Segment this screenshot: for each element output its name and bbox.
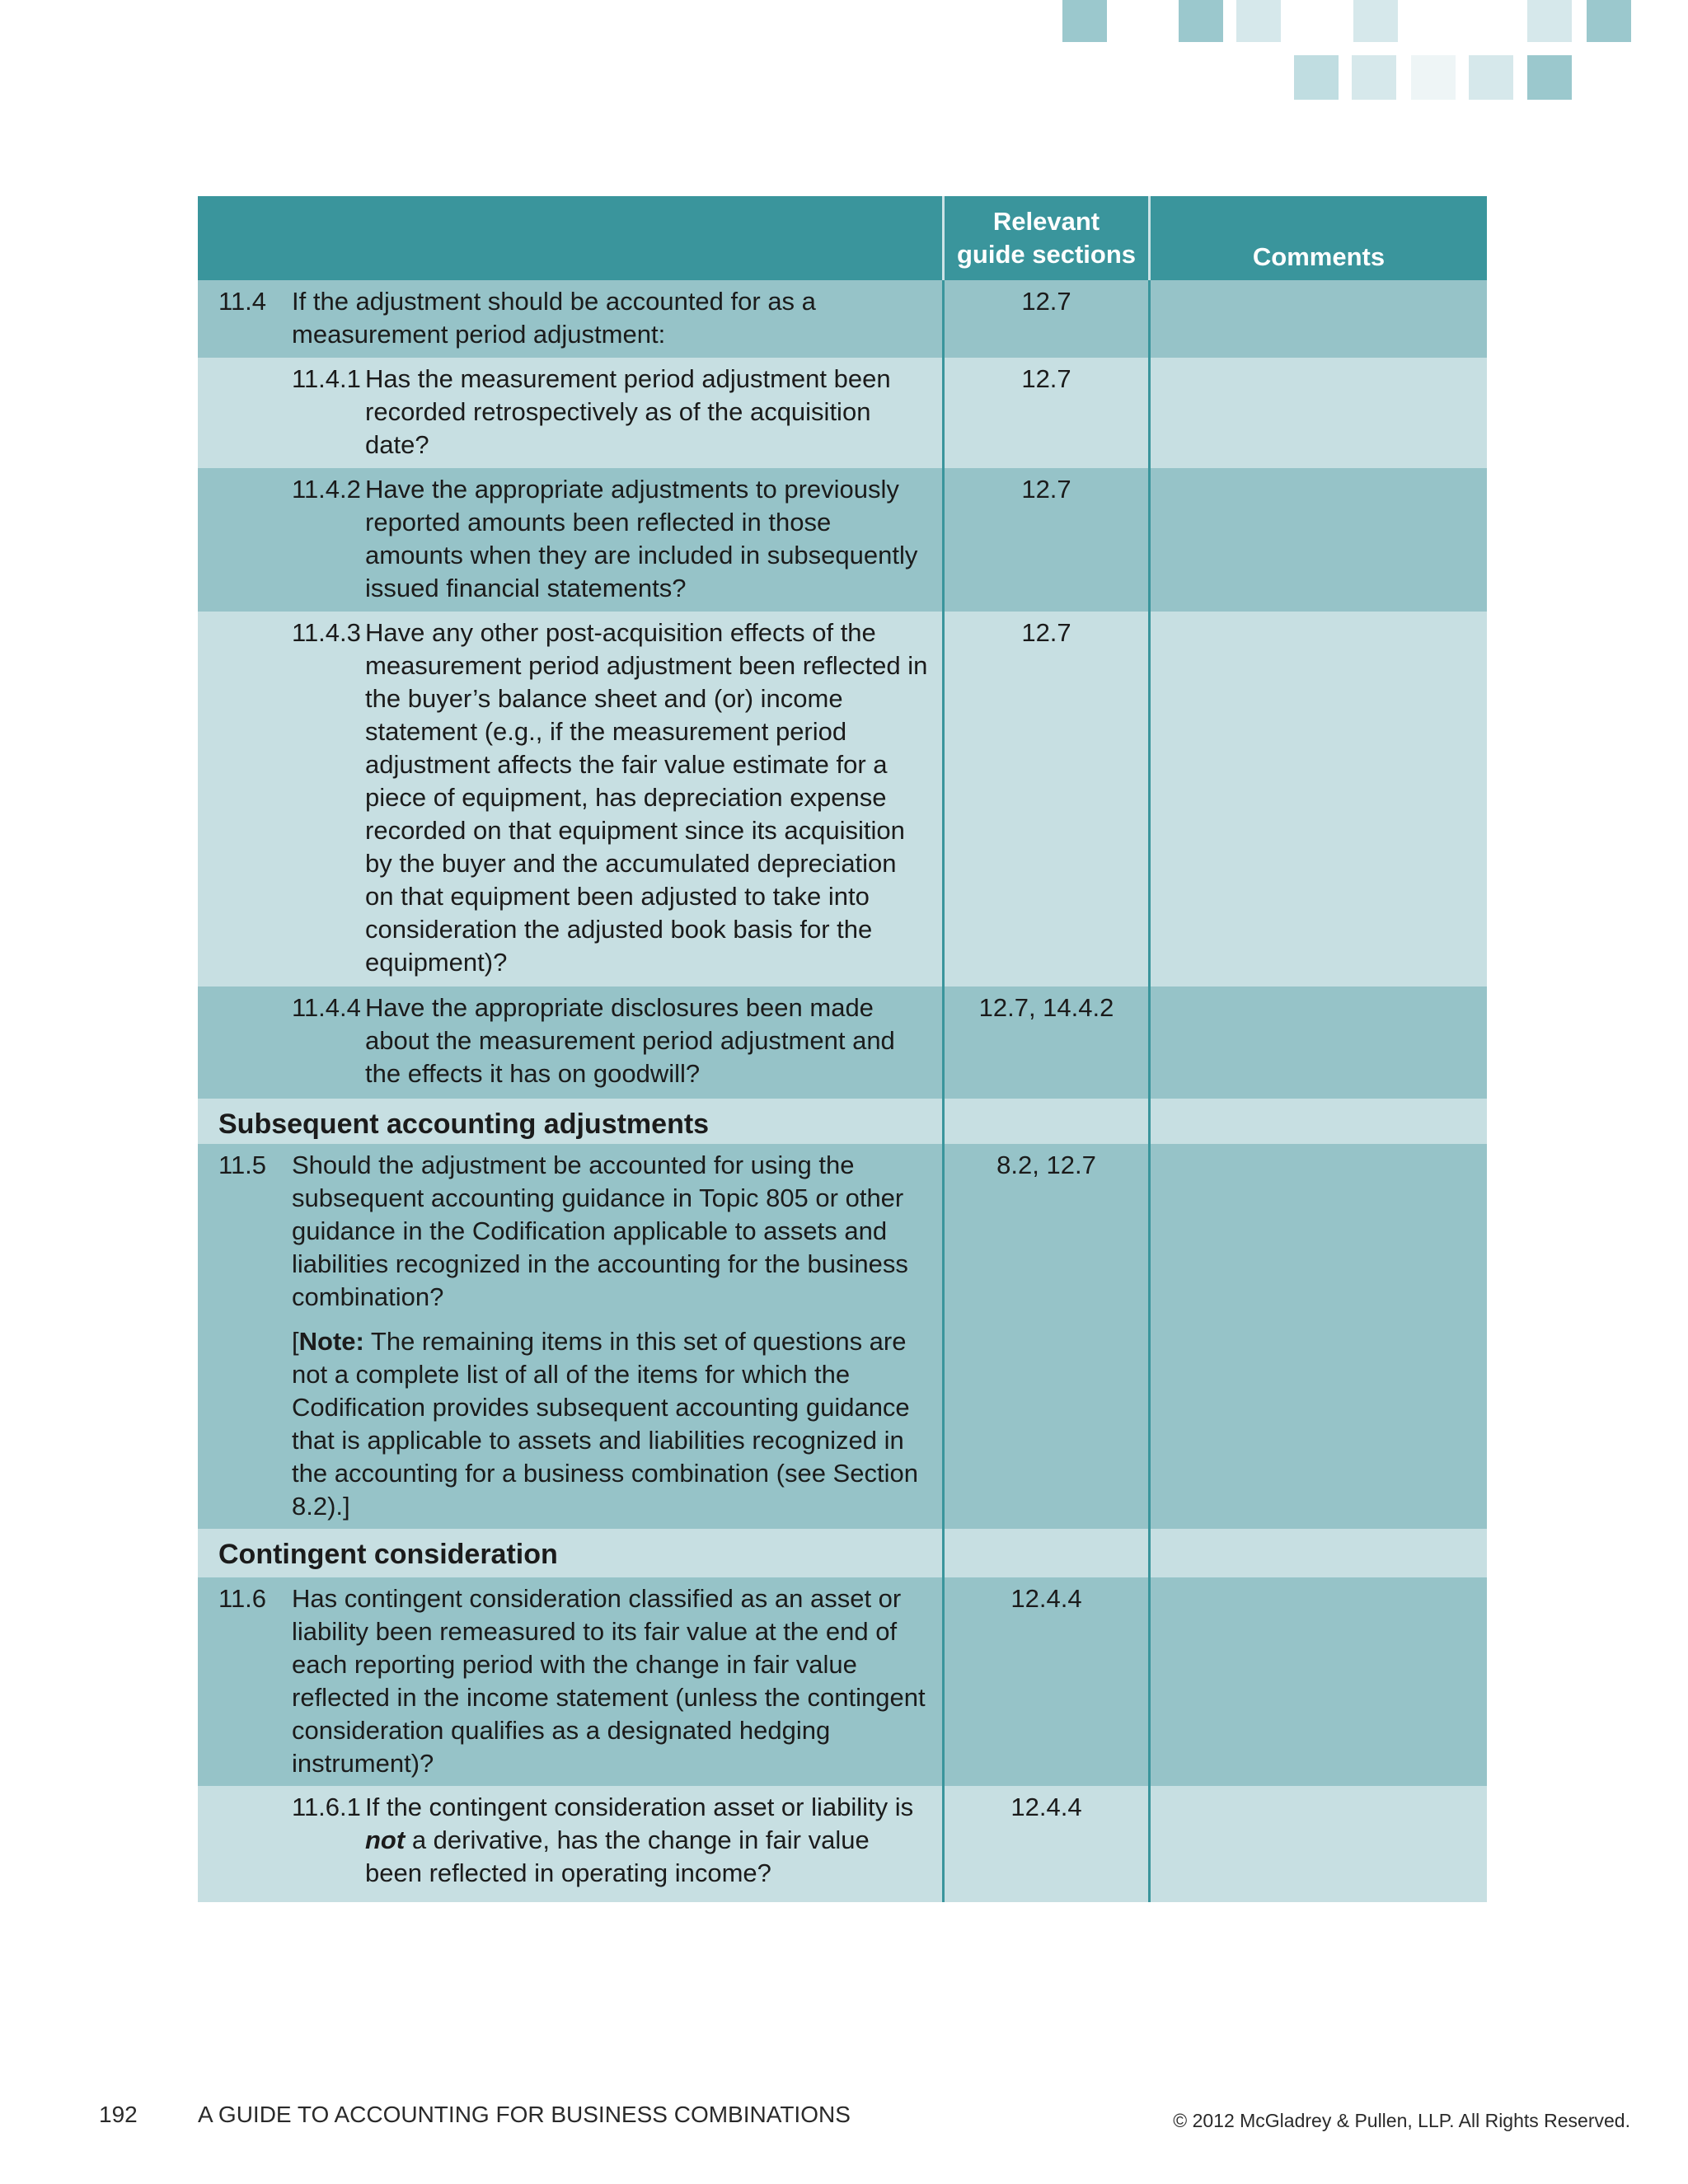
item-number: 11.4.2 bbox=[292, 475, 361, 504]
note-paragraph bbox=[218, 1325, 929, 1523]
header-sections-line2: guide sections bbox=[956, 240, 1137, 269]
table-row bbox=[198, 1786, 1487, 1902]
header-question-col bbox=[198, 196, 942, 280]
item-number: 11.4.3 bbox=[292, 618, 361, 647]
section-row bbox=[198, 1529, 1487, 1577]
comments-cell bbox=[1151, 358, 1487, 468]
relevant-sections: 12.7, 14.4.2 bbox=[942, 987, 1151, 1099]
section-title: Contingent consideration bbox=[218, 1539, 558, 1570]
relevant-sections: 8.2, 12.7 bbox=[942, 1144, 1151, 1529]
table-row bbox=[198, 468, 1487, 612]
table-row bbox=[198, 1144, 1487, 1529]
item-number: 11.4.1 bbox=[292, 364, 361, 393]
item-text: If the adjustment should be accounted for as a measurement period adjustment: bbox=[292, 287, 816, 349]
comments-cell bbox=[1151, 1786, 1487, 1902]
header-sections-line1: Relevant bbox=[992, 207, 1100, 236]
item-text: Have the appropriate adjustments to previously reported amounts been reflected in those amounts when they are included in subsequently issued financial statements? bbox=[365, 475, 918, 602]
comments-cell bbox=[1151, 280, 1487, 358]
item-text: Have the appropriate disclosures been made about the measurement period adjustment and the effects it has on goodwill? bbox=[365, 993, 895, 1088]
item-text: Have any other post-acquisition effects of the measurement period adjustment been reflected in the buyer’s balance sheet and (or) income statement (e.g., if the measurement period adjustment affects the fair value estimate for a piece of equipment, has depreciation expense recorded on that equipment since its acquisition by the buyer and the accumulated depreciation on that equipment been adjusted to take into consideration the adjusted book basis for the equipment)? bbox=[365, 618, 928, 977]
header-comments: Comments bbox=[1252, 242, 1386, 271]
section-title: Subsequent accounting adjustments bbox=[218, 1108, 710, 1140]
comments-cell bbox=[1151, 612, 1487, 987]
table-header bbox=[198, 196, 1487, 280]
book-title: A GUIDE TO ACCOUNTING FOR BUSINESS COMBINATIONS bbox=[198, 2102, 851, 2127]
relevant-sections: 12.4.4 bbox=[942, 1786, 1151, 1902]
comments-cell bbox=[1151, 468, 1487, 612]
comments-cell bbox=[1151, 1099, 1487, 1144]
comments-cell bbox=[1151, 1144, 1487, 1529]
relevant-sections: 12.4.4 bbox=[942, 1577, 1151, 1786]
item-text: Has the measurement period adjustment been recorded retrospectively as of the acquisition date? bbox=[365, 364, 891, 459]
item-number: 11.6.1 bbox=[292, 1793, 361, 1821]
item-text-emphasis: not bbox=[365, 1825, 406, 1854]
copyright-notice: © 2012 McGladrey & Pullen, LLP. All Rights Reserved. bbox=[1173, 2110, 1630, 2131]
relevant-sections bbox=[942, 1529, 1151, 1577]
section-row bbox=[198, 1099, 1487, 1144]
table-row bbox=[198, 358, 1487, 468]
note-bracket: [ bbox=[292, 1327, 299, 1356]
checklist-table bbox=[198, 196, 1487, 1902]
item-number: 11.5 bbox=[218, 1151, 267, 1179]
item-text-part: a derivative, has the change in fair value been reflected in operating income? bbox=[365, 1825, 870, 1887]
item-number: 11.4.4 bbox=[292, 993, 361, 1022]
page-number: 192 bbox=[99, 2102, 138, 2127]
note-label: Note: bbox=[298, 1327, 364, 1356]
item-text: Should the adjustment be accounted for using the subsequent accounting guidance in Topic 805 or other guidance in the Codification applicable to assets and liabilities recognized in the accounting for the business combination? bbox=[292, 1151, 908, 1311]
item-text: Has contingent consideration classified as an asset or liability been remeasured to its fair value at the end of each reporting period with the change in fair value reflected in the income statement (unless the contingent consideration qualifies as a designated hedging instrument)? bbox=[292, 1584, 926, 1778]
relevant-sections: 12.7 bbox=[942, 468, 1151, 612]
item-text bbox=[365, 1791, 929, 1890]
item-number: 11.4 bbox=[218, 287, 267, 316]
relevant-sections: 12.7 bbox=[942, 280, 1151, 358]
relevant-sections bbox=[942, 1099, 1151, 1144]
comments-cell bbox=[1151, 1577, 1487, 1786]
comments-cell bbox=[1151, 1529, 1487, 1577]
relevant-sections: 12.7 bbox=[942, 612, 1151, 987]
table-row bbox=[198, 612, 1487, 987]
header-relevant-sections bbox=[942, 196, 1151, 280]
relevant-sections: 12.7 bbox=[942, 358, 1151, 468]
table-row bbox=[198, 1577, 1487, 1786]
item-number: 11.6 bbox=[218, 1584, 267, 1613]
note-text: The remaining items in this set of questions are not a complete list of all of the items for which the Codification provides subsequent accounting guidance that is applicable to assets and liabilities recognized in the accounting for a business combination (see Section 8.2).] bbox=[292, 1327, 918, 1521]
item-text-part: If the contingent consideration asset or liability is bbox=[365, 1793, 914, 1821]
table-row bbox=[198, 987, 1487, 1099]
table-row bbox=[198, 280, 1487, 358]
comments-cell bbox=[1151, 987, 1487, 1099]
